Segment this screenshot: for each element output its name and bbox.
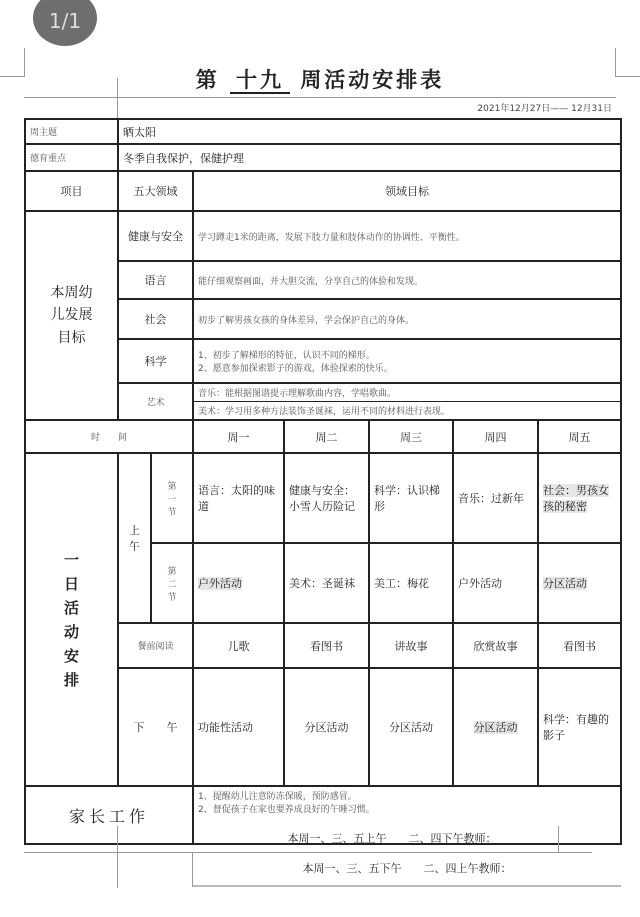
- activity-cell: 语言：太阳的味道: [193, 453, 284, 543]
- day-header: 周五: [538, 420, 621, 453]
- activity-cell: 功能性活动: [193, 668, 284, 786]
- activity-cell: 美术：圣诞袜: [284, 543, 369, 623]
- afternoon-label: 下 午: [118, 668, 193, 786]
- activity-cell: 美工：梅花: [369, 543, 453, 623]
- day-header: 周一: [193, 420, 284, 453]
- day-header: 周四: [453, 420, 538, 453]
- targets-header: 领域目标: [193, 171, 621, 211]
- item-header: 项目: [25, 171, 118, 211]
- domain-target: 初步了解男孩女孩的身体差异，学会保护自己的身体。: [193, 299, 621, 339]
- activity-cell: 分区活动: [284, 668, 369, 786]
- schedule-table: [24, 118, 622, 845]
- domain-label: 健康与安全: [118, 211, 193, 261]
- theme-label: 周主题: [25, 119, 118, 144]
- time-header: 时 间: [25, 420, 193, 453]
- activity-cell: 分区活动: [453, 668, 538, 786]
- parents-work-text: 1、提醒幼儿注意防冻保暖，预防感冒。 2、督促孩子在家也要养成良好的午睡习惯。: [193, 786, 621, 844]
- domain-target: 学习蹲走1米的距离，发展下肢力量和肢体动作的协调性、平衡性。: [193, 211, 621, 261]
- activity-cell: 科学：有趣的影子: [538, 668, 621, 786]
- moral-label: 德育重点: [25, 144, 118, 171]
- activity-cell: 看图书: [284, 623, 369, 668]
- activity-cell: 分区活动: [538, 543, 621, 623]
- domain-target: 能仔细观察画面，并大胆交流，分享自己的体验和发现。: [193, 261, 621, 299]
- teacher-line-1: 本周一、三、五上午 二、四下午教师：: [192, 826, 592, 853]
- divider: [117, 826, 118, 888]
- date-range: 2021年12月27日—— 12月31日: [477, 104, 612, 114]
- activity-cell: 健康与安全：小雪人历险记: [284, 453, 369, 543]
- domain-label: 语言: [118, 261, 193, 299]
- moral-value: 冬季自我保护，保健护理: [118, 144, 621, 171]
- activity-cell: 分区活动: [369, 668, 453, 786]
- theme-value: 晒太阳: [118, 119, 621, 144]
- period-label: 第一节: [151, 453, 193, 543]
- period-label: 第二节: [151, 543, 193, 623]
- divider: [24, 97, 616, 98]
- activity-cell: 讲故事: [369, 623, 453, 668]
- domain-target: 音乐：能根据图谱提示理解歌曲内容，学唱歌曲。: [193, 383, 621, 402]
- domain-label: 社会: [118, 299, 193, 339]
- divider: [24, 852, 192, 853]
- activity-cell: 科学：认识梯形: [369, 453, 453, 543]
- goals-title: 本周幼儿发展目标: [25, 211, 118, 420]
- parents-work-label: 家长工作: [25, 786, 193, 844]
- domain-label: 科学: [118, 339, 193, 383]
- morning-label: 上午: [118, 453, 151, 623]
- reading-label: 餐前阅读: [118, 623, 193, 668]
- activity-cell: 音乐：过新年: [453, 453, 538, 543]
- page-counter-badge: 1/1: [33, 0, 97, 46]
- activity-cell: 户外活动: [193, 543, 284, 623]
- domain-target: 1、初步了解梯形的特征，认识不同的梯形。 2、愿意参加探索影子的游戏，体验探索的快乐。: [193, 339, 621, 383]
- activity-cell: 看图书: [538, 623, 621, 668]
- activity-cell: 户外活动: [453, 543, 538, 623]
- daily-schedule-title: 一日活动安排: [25, 453, 118, 786]
- domains-header: 五大领域: [118, 171, 193, 211]
- activity-cell: 儿歌: [193, 623, 284, 668]
- activity-cell: 社会：男孩女孩的秘密: [538, 453, 621, 543]
- page-title: 第 十九 周活动安排表: [195, 68, 445, 92]
- day-header: 周二: [284, 420, 369, 453]
- activity-cell: 欣赏故事: [453, 623, 538, 668]
- domain-label: 艺术: [118, 383, 193, 420]
- day-header: 周三: [369, 420, 453, 453]
- domain-target: 美术：学习用多种方法装饰圣诞袜，运用不同的材料进行表现。: [193, 402, 621, 421]
- teacher-line-2: 本周一、三、五下午 二、四上午教师：: [192, 852, 621, 887]
